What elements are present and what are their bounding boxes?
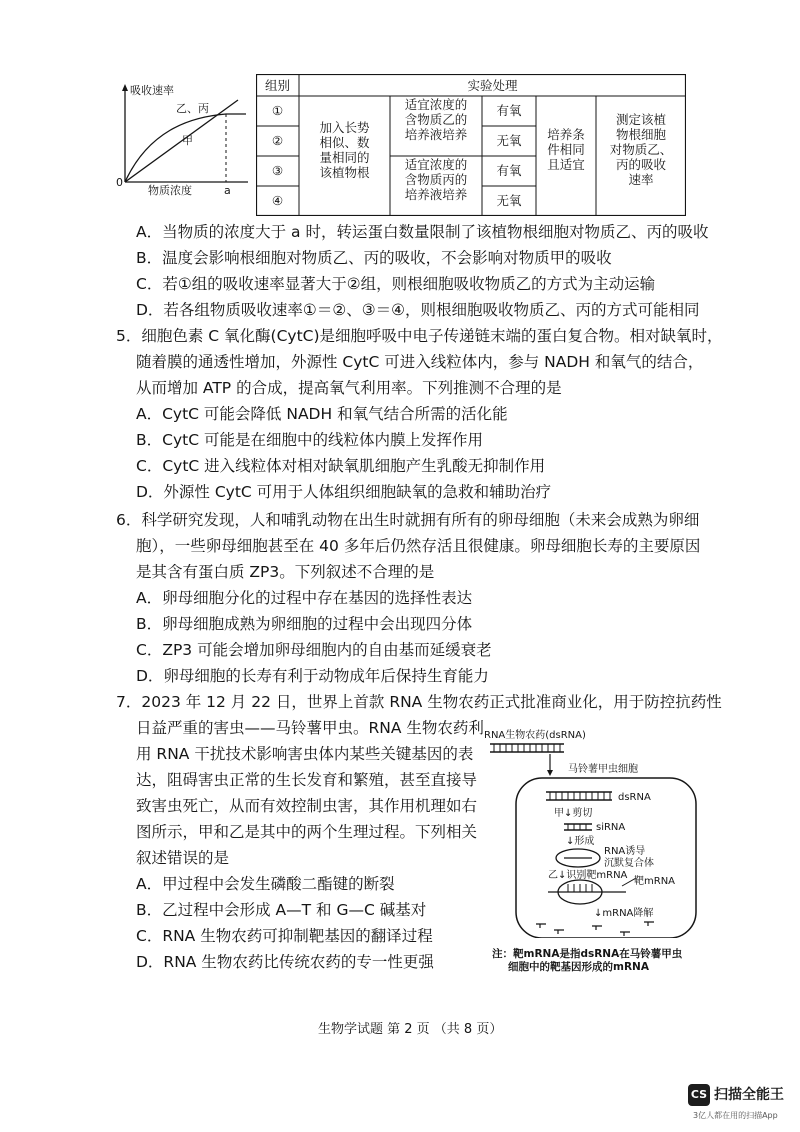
degrade-label: ↓mRNA降解 [594,908,654,919]
oxygen-2: 无氧 [496,133,522,148]
table-header-treatment: 实验处理 [467,78,518,93]
table-substance-yi: 适宜浓度的 含物质乙的 培养液培养 [404,97,468,142]
scanner-app-tagline: 3亿人都在用的扫描App [693,1111,778,1120]
q4-option-b: B．温度会影响根细胞对物质乙、丙的吸收，不会影响对物质甲的吸收 [136,249,612,267]
q4-option-d: D．若各组物质吸收速率①＝②、③＝④，则根细胞吸收物质乙、丙的方式可能相同 [136,301,700,319]
q6-option-a: A．卵母细胞分化的过程中存在基因的选择性表达 [136,589,473,607]
curve-lower-label: 甲 [182,134,193,147]
q7-option-b: B．乙过程中会形成 A—T 和 G—C 碱基对 [136,901,427,919]
table-material: 加入长势 相似、数 量相同的 该植物根 [319,120,370,180]
q5-option-c: C．CytC 进入线粒体对相对缺氧肌细胞产生乳酸无抑制作用 [136,457,546,475]
dsrna-label: dsRNA [618,792,651,803]
table-substance-bing: 适宜浓度的 含物质丙的 培养液培养 [404,157,468,202]
curve-upper-label: 乙、丙 [176,102,209,115]
group-4: ④ [271,193,284,208]
q7-stem-line-1: 7．2023 年 12 月 22 日，世界上首款 RNA 生物农药正式批准商业化，用于防控抗药性 [116,693,722,711]
target-mrna-label: 靶mRNA [634,876,676,887]
q7-stem-line-3: 用 RNA 干扰技术影响害虫体内某些关键基因的表 [136,745,474,763]
diagram-title: RNA生物农药(dsRNA) [484,730,586,741]
group-3: ③ [271,163,284,178]
scanner-app-name: 扫描全能王 [714,1087,784,1103]
q7-stem-line-5: 致害虫死亡，从而有效控制虫害，其作用机理如右 [136,797,478,815]
sirna-label: siRNA [596,822,626,833]
q7-stem-line-6: 图所示，甲和乙是其中的两个生理过程。下列相关 [136,823,478,841]
table-header-group: 组别 [264,78,290,93]
q6-option-b: B．卵母细胞成熟为卵细胞的过程中会出现四分体 [136,615,473,633]
formed-label: ↓形成 [566,836,595,847]
oxygen-3: 有氧 [496,163,522,178]
q7-option-c: C．RNA 生物农药可抑制靶基因的翻译过程 [136,927,433,945]
group-2: ② [271,133,284,148]
q7-option-a: A．甲过程中会发生磷酸二酯键的断裂 [136,875,395,893]
diagram-note: 注：靶mRNA是指dsRNA在马铃薯甲虫 细胞中的靶基因形成的mRNA [492,948,683,973]
q7-stem-line-7: 叙述错误的是 [136,849,230,867]
q5-stem-line-1: 5．细胞色素 C 氧化酶(CytC)是细胞呼吸中电子传递链末端的蛋白复合物。相对缺氧时， [116,327,723,345]
q6-option-d: D．卵母细胞的长寿有利于动物成年后保持生育能力 [136,667,489,685]
q6-stem-line-3: 是其含有蛋白质 ZP3。下列叙述不合理的是 [136,563,435,581]
q7-stem-line-2: 日益严重的害虫——马铃薯甲虫。RNA 生物农药利 [136,719,484,737]
cell-label: 马铃薯甲虫细胞 [568,764,638,775]
q4-option-a: A．当物质的浓度大于 a 时，转运蛋白数量限制了该植物根细胞对物质乙、丙的吸收 [136,223,709,241]
step-yi-label: 乙↓识别靶mRNA [548,870,628,881]
q4-option-c: C．若①组的吸收速率显著大于②组，则根细胞吸收物质乙的方式为主动运输 [136,275,656,293]
a-tick-label: a [224,184,231,197]
page-footer: 生物学试题 第 2 页 （共 8 页） [318,1022,503,1037]
step-jia-label: 甲↓剪切 [554,808,593,819]
q6-stem-line-1: 6．科学研究发现，人和哺乳动物在出生时就拥有所有的卵母细胞（未来会成熟为卵细 [116,511,700,529]
dsrna-outside [490,744,564,752]
table-condition: 培养条 件相同 且适宜 [547,127,585,172]
q6-stem-line-2: 胞），一些卵母细胞甚至在 40 多年后仍然存活且很健康。卵母细胞长寿的主要原因 [136,537,701,555]
oxygen-1: 有氧 [496,103,522,118]
y-axis-label: 吸收速率 [130,84,174,97]
q5-option-b: B．CytC 可能是在细胞中的线粒体内膜上发挥作用 [136,431,483,449]
q5-option-d: D．外源性 CytC 可用于人体组织细胞缺氧的急救和辅助治疗 [136,483,552,501]
q5-stem-line-2: 随着膜的通透性增加，外源性 CytC 可进入线粒体内，参与 NADH 和氧气的结合， [136,353,704,371]
q7-stem-line-4: 达，阻碍害虫正常的生长发育和繁殖，甚至直接导 [136,771,478,789]
rnai-mechanism-diagram [484,728,704,938]
table-measure: 测定该植 物根细胞 对物质乙、 丙的吸收 速率 [609,112,673,187]
absorption-rate-graph [108,82,258,197]
oxygen-4: 无氧 [496,193,522,208]
origin-label: 0 [116,176,123,189]
q6-option-c: C．ZP3 可能会增加卵母细胞内的自由基而延缓衰老 [136,641,492,659]
complex-label-1: RNA诱导 [604,846,646,857]
q7-option-d: D．RNA 生物农药比传统农药的专一性更强 [136,953,434,971]
x-axis-label: 物质浓度 [148,184,192,197]
q5-option-a: A．CytC 可能会降低 NADH 和氧气结合所需的活化能 [136,405,508,423]
group-1: ① [271,103,284,118]
q5-stem-line-3: 从而增加 ATP 的合成，提高氧气利用率。下列推测不合理的是 [136,379,562,397]
scanner-app-logo: CS [688,1084,710,1106]
complex-label-2: 沉默复合体 [604,858,654,869]
